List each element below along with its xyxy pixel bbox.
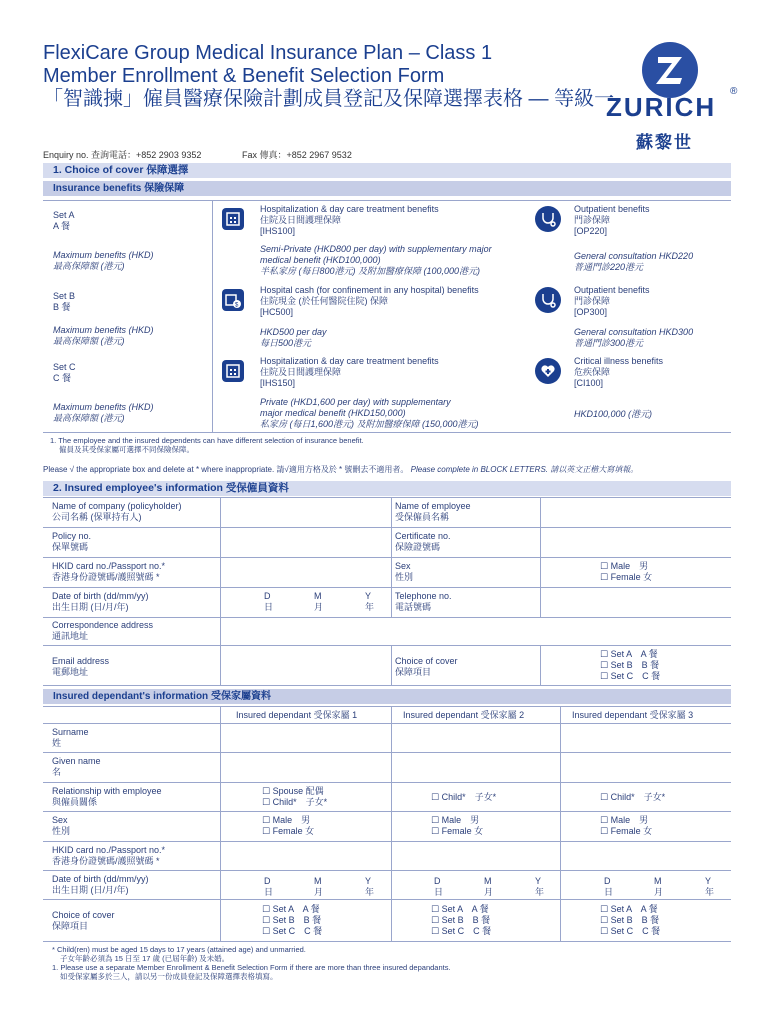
set-c-max-label: Maximum benefits (HKD) 最高保障額 (港元) [53,402,154,423]
dependant-1-cover[interactable] [262,904,322,937]
dependant-2-sex[interactable] [431,815,483,837]
female-checkbox[interactable]: ☐ Female 女 [431,826,484,836]
telephone-label: Telephone no. 電話號碼 [395,591,452,612]
dependants-title: Insured dependant's information 受保家屬資料 [43,689,731,704]
dependant-dob-label: Date of birth (dd/mm/yy) 出生日期 (日/月/年) [52,874,149,895]
dependant-3-dob-day[interactable]: D 日 [604,876,614,897]
set-b-benefit-2: Outpatient benefits 門診保障 [OP300] [574,285,650,317]
child-checkbox[interactable]: ☐ Child* 子女* [262,797,328,807]
address-field[interactable] [221,618,730,644]
set-b-benefit-2-value: General consultation HKD300 普通門診300港元 [574,327,694,348]
set-c-checkbox[interactable]: ☐ Set C C 餐 [431,926,492,936]
stethoscope-icon [535,206,561,232]
dependant-1-dob-year[interactable]: Y 年 [365,876,375,897]
set-b-checkbox[interactable]: ☐ Set B B 餐 [600,915,660,925]
email-label: Email address 電郵地址 [52,656,110,677]
certificate-no-field[interactable] [541,528,730,556]
hospital-icon [222,360,244,382]
set-c-benefit-2: Critical illness benefits 危疾保障 [CI100] [574,356,664,388]
male-checkbox[interactable]: ☐ Male 男 [600,815,649,825]
dependant-3-header: Insured dependant 受保家屬 3 [572,710,694,720]
set-c-benefit-1-value: Private (HKD1,600 per day) with supplementary major medical benefit (HKD150,000) 私家房 (每日1,600港元) 及附加醫療保障 (150,000港元) [260,397,479,429]
dependant-2-dob-year[interactable]: Y 年 [535,876,545,897]
dependant-3-dob-year[interactable]: Y 年 [705,876,715,897]
dependant-3-dob-month[interactable]: M 月 [654,876,664,897]
employee-sex-options[interactable] [600,561,652,583]
dependant-2-child-checkbox[interactable]: ☐ Child* 子女* [431,792,497,802]
form-title [43,42,615,111]
employee-name-field[interactable] [541,498,730,526]
section-2-title: 2. Insured employee's information 受保僱員資料 [43,481,731,496]
employee-cover-options[interactable] [600,649,660,682]
given-name-label: Given name 名 [52,756,101,777]
female-checkbox[interactable]: ☐ Female 女 [600,826,653,836]
set-a-benefit-2-value: General consultation HKD220 普通門診220港元 [574,251,694,272]
dependant-cover-label: Choice of cover 保障項目 [52,910,115,931]
zurich-logo-icon [642,42,698,98]
set-b-checkbox[interactable]: ☐ Set B B 餐 [262,915,322,925]
title-line-2: Member Enrollment & Benefit Selection Form [43,65,445,87]
choice-of-cover-label: Choice of cover 保障項目 [395,656,458,677]
set-b-label: Set B B 餐 [53,291,76,312]
instruction-text: Please √ the appropriate box and delete at * where inappropriate. 請√適用方格及於 * 號刪去不適用者。 Please complete in BLOCK LETTERS. 請以英文正楷大寫填報。 [43,465,639,474]
set-b-checkbox[interactable]: ☐ Set B B 餐 [431,915,491,925]
telephone-field[interactable] [541,588,730,616]
set-b-benefit-1: Hospital cash (for confinement in any hospital) benefits 住院現金 (於任何醫院住院) 保障 [HC500] [260,285,479,317]
heart-plus-icon [535,358,561,384]
fax-number: Fax 傳真：+852 2967 9532 [242,150,352,160]
set-c-checkbox[interactable]: ☐ Set C C 餐 [600,671,661,681]
dob-day[interactable]: D 日 [264,591,274,612]
set-a-max-label: Maximum benefits (HKD) 最高保障額 (港元) [53,250,154,271]
set-b-max-label: Maximum benefits (HKD) 最高保障額 (港元) [53,325,154,346]
set-a-checkbox[interactable]: ☐ Set A A 餐 [600,649,658,659]
logo-chinese: 蘇黎世 [636,133,693,152]
enquiry-number: Enquiry no. 查詢電話：+852 2903 9352 [43,150,202,160]
title-line-3: 「智識揀」僱員醫療保險計劃成員登記及保障選擇表格 — 等級一 [43,88,615,110]
set-a-checkbox[interactable]: ☐ Set A A 餐 [600,904,658,914]
logo-wordmark: ZURICH [606,92,717,122]
dependant-3-sex[interactable] [600,815,652,837]
set-a-benefit-2: Outpatient benefits 門診保障 [OP220] [574,204,650,236]
dependant-1-sex[interactable] [262,815,314,837]
section-1-title: 1. Choice of cover 保障選擇 [43,163,731,178]
male-checkbox[interactable]: ☐ Male 男 [431,815,480,825]
dependant-1-dob-day[interactable]: D 日 [264,876,274,897]
dependant-hkid-label: HKID card no./Passport no.* 香港身份證號碼/護照號碼 * [52,845,166,866]
set-c-checkbox[interactable]: ☐ Set C C 餐 [262,926,323,936]
hkid-field[interactable] [221,558,390,586]
spouse-checkbox[interactable]: ☐ Spouse 配偶 [262,786,324,796]
set-a-label: Set A A 餐 [53,210,75,231]
sex-label: Sex 性別 [395,561,414,582]
logo-registered-mark: ® [730,86,738,97]
male-checkbox[interactable]: ☐ Male 男 [262,815,311,825]
dependant-2-header: Insured dependant 受保家屬 2 [403,710,525,720]
set-b-checkbox[interactable]: ☐ Set B B 餐 [600,660,660,670]
set-c-label: Set C C 餐 [53,362,76,383]
dependant-1-dob-month[interactable]: M 月 [314,876,324,897]
male-checkbox[interactable]: ☐ Male 男 [600,561,649,571]
set-c-benefit-1: Hospitalization & day care treatment benefits 住院及日間護理保障 [IHS150] [260,356,439,388]
dependant-1-header: Insured dependant 受保家屬 1 [236,710,358,720]
section-1-note: 1. The employee and the insured dependents can have different selection of insurance benefit. 僱員及其受保家屬可選擇不同保險保障。 [50,436,364,454]
title-line-1: FlexiCare Group Medical Insurance Plan – Class 1 [43,42,493,64]
hkid-label: HKID card no./Passport no.* 香港身份證號碼/護照號碼 * [52,561,166,582]
set-c-benefit-2-value: HKD100,000 (港元) [574,409,653,419]
female-checkbox[interactable]: ☐ Female 女 [262,826,315,836]
set-a-checkbox[interactable]: ☐ Set A A 餐 [431,904,489,914]
insurance-benefits-subtitle: Insurance benefits 保險保障 [43,181,731,196]
stethoscope-icon [535,287,561,313]
dependant-2-cover[interactable] [431,904,491,937]
dependant-3-child-checkbox[interactable]: ☐ Child* 子女* [600,792,666,802]
hospital-cash-icon [222,289,244,311]
dob-year[interactable]: Y 年 [365,591,375,612]
set-c-checkbox[interactable]: ☐ Set C C 餐 [600,926,661,936]
set-a-checkbox[interactable]: ☐ Set A A 餐 [262,904,320,914]
dob-month[interactable]: M 月 [314,591,324,612]
address-label: Correspondence address 通訊地址 [52,620,154,641]
dependant-2-dob-month[interactable]: M 月 [484,876,494,897]
certificate-no-label: Certificate no. 保險證號碼 [395,531,451,552]
surname-label: Surname 姓 [52,727,89,748]
dob-label: Date of birth (dd/mm/yy) 出生日期 (日/月/年) [52,591,149,612]
set-a-benefit-1-value: Semi-Private (HKD800 per day) with supplementary major medical benefit (HKD100,000) 半私家房 (每日800港元) 及附加醫療保障 (100,000港元) [260,244,492,276]
dependant-3-cover[interactable] [600,904,660,937]
dependant-2-dob-day[interactable]: D 日 [434,876,444,897]
hospital-icon [222,208,244,230]
female-checkbox[interactable]: ☐ Female 女 [600,572,653,582]
employee-name-label: Name of employee 受保僱員名稱 [395,501,471,522]
footnotes: * Child(ren) must be aged 15 days to 17 years (attained age) and unmarried. 子女年齡必須為 15 日至 17 歲 (已屆年齡) 及未婚。 1. Please use a separate Member Enrollment & Benefit Selection Form if there are more than three insured depandants. 如受保家屬多於三人，請以另一份成員登記及保障選擇表格填寫。 [52,945,451,981]
relationship-label: Relationship with employee 與僱員關係 [52,786,162,807]
policy-no-field[interactable] [221,528,390,556]
email-field[interactable] [221,646,390,684]
company-name-label: Name of company (policyholder) 公司名稱 (保單持有人) [52,501,182,522]
svg-text:$: $ [235,302,239,309]
company-name-field[interactable] [221,498,390,526]
set-b-benefit-1-value: HKD500 per day 每日500港元 [260,327,327,348]
set-a-benefit-1: Hospitalization & day care treatment benefits 住院及日間護理保障 [IHS100] [260,204,439,236]
dependant-sex-label: Sex 性別 [52,815,71,836]
policy-no-label: Policy no. 保單號碼 [52,531,92,552]
dependant-1-relationship[interactable] [262,786,327,808]
